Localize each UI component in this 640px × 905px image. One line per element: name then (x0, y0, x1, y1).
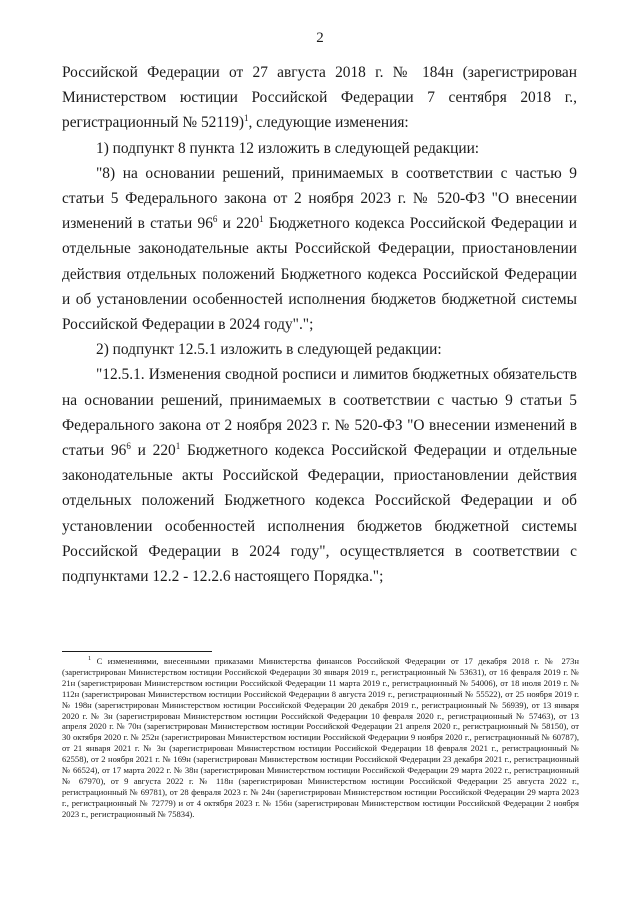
paragraph-intro-text: Российской Федерации от 27 августа 2018 г. № 184н (зарегистрирован Министерством юстиции Российской Федерации 7 сентября 2018 г., регистрационный № 52119) (62, 64, 577, 132)
document-body (62, 60, 577, 589)
footnote (62, 656, 579, 820)
quoted-clause-8-part-a: "8) на основании решений, принимаемых в соответствии с частью 9 статьи 5 Федерального закона от 2 ноября 2023 г. № 520-ФЗ "О внесении изменений в статьи 96 (62, 164, 577, 233)
superscript-1: 1 (259, 214, 264, 225)
superscript-6: 6 (212, 214, 218, 225)
superscript-6: 6 (126, 440, 131, 451)
quoted-clause-12-5-1-part-a: "12.5.1. Изменения сводной росписи и лимитов бюджетных обязательств на основании решений, принимаемых в соответствии с частью 9 статьи 5 Федерального закона от 2 ноября 2023 г. № 520-ФЗ "О внесении изменений в статьи 96 (62, 366, 577, 460)
paragraph-intro (62, 60, 577, 136)
list-item-1: 1) подпункт 8 пункта 12 изложить в следующей редакции: (96, 139, 480, 157)
footnote-divider (62, 651, 212, 652)
quoted-clause-12-5-1-part-c: Бюджетного кодекса Российской Федерации и отдельные законодательные акты Российской Федерации, приостановлении действия отдельных положений Бюджетного кодекса Российской Федерации и об установлении особенностей исполнения бюджетов бюджетной системы Российской Федерации в 2024 году", осуществляется в соответствии с подпунктами 12.2 - 12.2.6 настоящего Порядка."; (62, 442, 577, 586)
paragraph-intro-tail: , следующие изменения: (248, 114, 409, 132)
quoted-clause-8-part-b: и 220 (217, 215, 260, 233)
footnote-reference: 1 (243, 113, 249, 124)
quoted-clause-8-part-c: Бюджетного кодекса Российской Федерации и отдельные законодательные акты Российской Федерации, приостановлении действия отдельных положений Бюджетного кодекса Российской Федерации и об установлении особенностей исполнения бюджетов бюджетной системы Российской Федерации в 2024 году"."; (62, 215, 577, 334)
superscript-1: 1 (175, 440, 181, 451)
page-number: 2 (316, 30, 324, 46)
list-item-2: 2) подпункт 12.5.1 изложить в следующей редакции: (96, 341, 442, 359)
footnote-text: С изменениями, внесенными приказами Министерства финансов Российской Федерации от 17 декабря 2018 г. № 273н (зарегистрирован Министерством юстиции Российской Федерации 30 января 2019 г., регистрационный № 53631), от 16 февраля 2019 г. № 21н (зарегистрирован Министерством юстиции Российской Федерации 11 марта 2019 г., регистрационный № 54006), от 18 июля 2019 г. № 112н (зарегистрирован Министерством юстиции Российской Федерации 8 августа 2019 г., регистрационный № 55522), от 25 ноября 2019 г. № 198н (зарегистрирован Министерством юстиции Российской Федерации 20 декабря 2019 г., регистрационный № 56939), от 13 января 2020 г. № 3н (зарегистрирован Министерством юстиции Российской Федерации 10 февраля 2020 г., регистрационный № 57463), от 13 апреля 2020 г. № 70н (зарегистрирован Министерством юстиции Российской Федерации 21 апреля 2020 г., регистрационный № 58150), от 30 октября 2020 г. № 252н (зарегистрирован Министерством юстиции Российской Федерации 9 ноября 2020 г., регистрационный № 60787), от 21 января 2021 г. № 3н (зарегистрирован Министерством юстиции Российской Федерации 18 февраля 2021 г., регистрационный № 62558), от 2 ноября 2021 г. № 169н (зарегистрирован Министерством юстиции Российской Федерации 23 декабря 2021 г., регистрационный № 66524), от 17 марта 2022 г. № 38н (зарегистрирован Министерством юстиции Российской Федерации 29 марта 2022 г., регистрационный № 67970), от 9 августа 2022 г. № 118н (зарегистрирован Министерством юстиции Российской Федерации 25 августа 2022 г., регистрационный № 69781), от 28 февраля 2023 г. № 24н (зарегистрирован Министерством юстиции Российской Федерации 29 марта 2023 г., регистрационный № 72779) и от 4 октября 2023 г. № 156н (зарегистрирован Министерством юстиции Российской Федерации 2 ноября 2023 г., регистрационный № 75834). (62, 656, 579, 819)
quoted-clause-12-5-1 (62, 362, 577, 589)
quoted-clause-8 (62, 161, 577, 337)
footnote-marker: 1 (88, 655, 92, 663)
quoted-clause-12-5-1-part-b: и 220 (130, 442, 176, 460)
